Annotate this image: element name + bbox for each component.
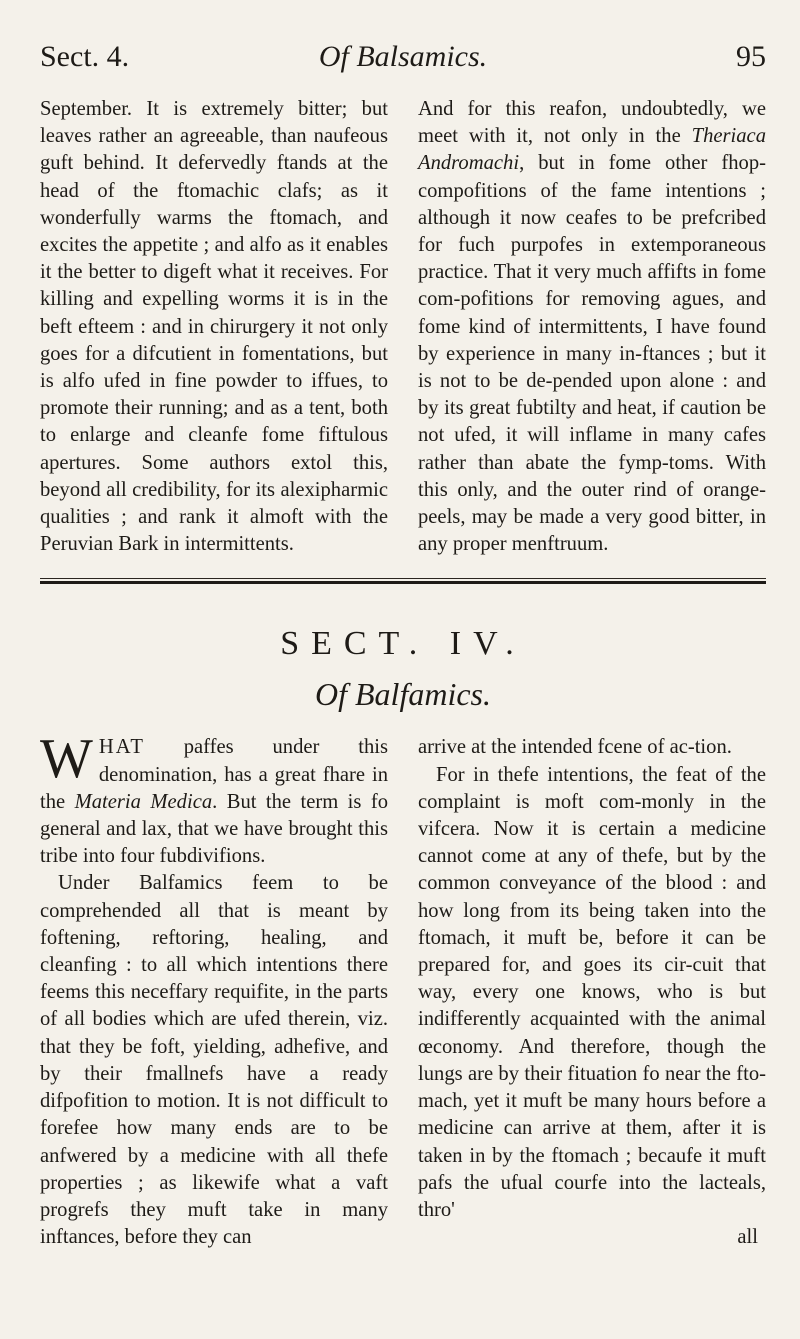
section-label: Sect. 4. bbox=[40, 40, 130, 73]
balsamics-definition-paragraph: Under Balfamics feem to be comprehended all that is meant by foftening, reftoring, healing, and cleanfing : to all which intentions there feems this neceffary requifite, in the parts of all bodies which are ufed therein, viz. that they be foft, yielding, adhefive, and by their fmallnefs have a ready difpofition to motion. It is not difficult to forefee how many ends are to be anfwered by a medicine with all thefe properties ; as likewife what a vaft progrefs they muft take in many inftances, before they can bbox=[40, 872, 388, 1249]
page-title: Of Balsamics. bbox=[318, 40, 488, 73]
top-right-paragraph bbox=[418, 96, 766, 558]
top-right-text-after: , but in fome other fhop-compofitions of the fame intentions ; although it now ceafes to be prefcribed for fuch purpofes in extemporaneous practice. That it very much affifts in fome com-pofitions for removing agues, and fome kind of intermittents, I have found by experience in many in-ftances ; but it is not to be de-pended upon alone : and by its great fubtilty and heat, if caution be not ufed, it will inflame in many cafes rather than abate the fymp-toms. With this only, and the outer rind of orange-peels, may be made a very good bitter, in any proper menftruum. bbox=[418, 152, 766, 556]
top-left-paragraph: September. It is extremely bitter; but leaves rather an agreeable, than naufeous guft behind. It defervedly ftands at the head of the ftomachic clafs; as it wonderfully warms the ftomach, and excites the appetite ; and alfo as it enables it the better to digeft what it receives. For killing and expelling worms it is in the beft efteem : and in chirurgery it not only goes for a difcutient in fomentations, but is alfo ufed in fine powder to iffues, to promote their running; and as a tent, both to enlarge and cleanfe fome fiftulous apertures. Some authors extol this, beyond all credibility, for its alexipharmic qualities ; and rank it almoft with the Peruvian Bark in intermittents. bbox=[40, 98, 388, 556]
top-columns bbox=[40, 96, 766, 558]
theriaca-term: Theriaca Andromachi bbox=[418, 125, 766, 175]
section-heading: SECT. IV. bbox=[280, 625, 526, 663]
opening-words: HAT bbox=[98, 736, 145, 759]
continuation-paragraph: arrive at the intended fcene of ac-tion. bbox=[418, 736, 732, 759]
page-number: 95 bbox=[736, 40, 766, 73]
opening-text-a: paffes under this denomination, has a great fhare in the bbox=[40, 736, 388, 813]
section-rule-thin bbox=[40, 578, 766, 579]
opening-text-b: . But the term is fo general and lax, that we have brought this tribe into four fubdivifions. bbox=[40, 790, 389, 868]
catchword: all bbox=[737, 1226, 758, 1249]
section-rule-thick bbox=[40, 581, 766, 584]
top-right-text-before: And for this reafon, undoubtedly, we meet with it, not only in the bbox=[418, 98, 766, 148]
top-left-column bbox=[40, 96, 388, 558]
running-header bbox=[40, 28, 766, 86]
viscera-paragraph: For in thefe intentions, the feat of the complaint is moft com-monly in the vifcera. Now it is certain a medicine cannot come at any of thefe, but by the common conveyance of the blood : and how long from its being taken into the ftomach, it muft be, before it can be prepared for, and goes its cir-cuit that way, every one knows, who is but indifferently acquainted with the animal œconomy. And therefore, though the lungs are by their fituation fo near the fto-mach, yet it muft be many hours before a medicine can arrive at them, after it is taken in by the ftomach ; becaufe it muft pafs the ufual courfe into the lacteals, thro' bbox=[418, 763, 766, 1221]
section-subheading: Of Balfamics. bbox=[315, 676, 491, 713]
drop-capital: W bbox=[40, 728, 93, 791]
top-right-column bbox=[418, 96, 766, 558]
materia-medica-term: Materia Medica bbox=[74, 790, 213, 813]
bottom-columns bbox=[40, 728, 766, 1251]
opening-paragraph bbox=[40, 728, 389, 870]
bottom-right-column bbox=[418, 734, 766, 1251]
bottom-left-column bbox=[40, 728, 389, 1251]
